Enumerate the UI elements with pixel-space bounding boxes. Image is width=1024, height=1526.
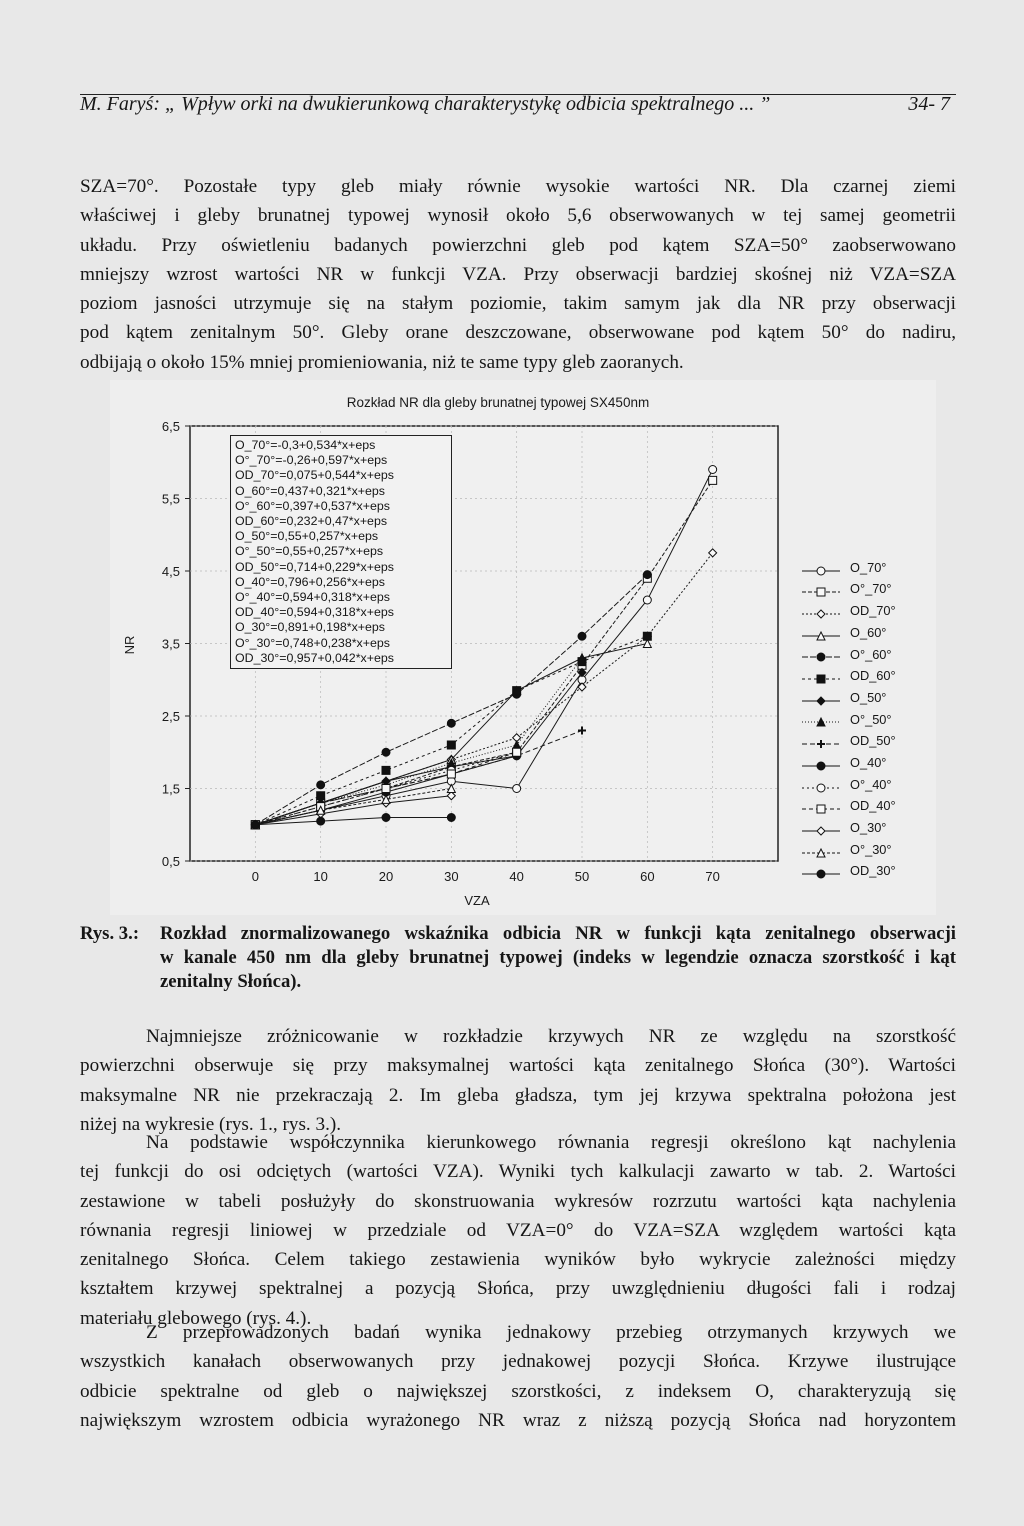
x-tick-label: 10 [313, 869, 328, 884]
legend-marker-icon [800, 844, 842, 856]
legend-swatch [800, 565, 842, 577]
legend-marker-icon [800, 822, 842, 834]
legend-marker-icon [800, 627, 842, 639]
regression-equations-box [230, 435, 452, 669]
data-point [513, 785, 521, 793]
legend-label: OD_30° [850, 863, 896, 879]
data-point [513, 748, 521, 756]
data-point [382, 785, 390, 793]
legend-item [800, 599, 930, 621]
x-tick-label: 0 [251, 869, 259, 884]
legend-point [817, 784, 825, 792]
legend-item [800, 643, 930, 665]
legend-point [817, 697, 825, 705]
y-axis-label: NR [122, 635, 137, 655]
data-point [643, 632, 651, 640]
legend-point [817, 740, 825, 748]
text-line: mniejszy wzrost wartości NR w funkcji VZA. Przy obserwacji bardziej skośnej niż VZA=SZA [80, 263, 956, 285]
data-point [447, 770, 455, 778]
legend-label: O_70° [850, 559, 887, 575]
data-point [317, 817, 325, 825]
text-line: zenitalnego Słońca. Celem takiego zestawienia wyników było wykrycie zależności między [80, 1249, 956, 1271]
x-tick-label: 60 [640, 869, 655, 884]
running-header [80, 92, 956, 115]
data-point [382, 814, 390, 822]
legend-label: O_30° [850, 820, 887, 836]
legend-label: O°_30° [850, 841, 892, 857]
legend-swatch [800, 847, 842, 859]
legend-point [817, 870, 825, 878]
legend-label: OD_50° [850, 733, 896, 749]
data-point [643, 571, 651, 579]
x-tick-label: 50 [574, 869, 590, 884]
legend-label: O°_60° [850, 646, 892, 662]
caption-line: zenitalny Słońca). [160, 971, 302, 992]
legend-marker-icon [800, 865, 842, 877]
regression-equation: O_70°=-0,3+0,534*x+eps [235, 438, 376, 452]
data-point [447, 814, 455, 822]
data-point [643, 596, 651, 604]
regression-equation: OD_30°=0,957+0,042*x+eps [235, 650, 394, 665]
legend-point [817, 567, 825, 575]
legend-swatch [800, 760, 842, 772]
text-line: tej funkcji do osi odciętych (wartości VZA). Wyniki tych kalkulacji zawarto w tab. 2. Wartości [80, 1161, 956, 1183]
figure-3-chart [110, 380, 936, 915]
legend-item [800, 773, 930, 795]
legend-item [800, 686, 930, 708]
caption-line: w kanale 450 nm dla gleby brunatnej typowej (indeks w legendzie oznacza szorstkość i kąt [160, 947, 956, 968]
legend-item [800, 664, 930, 686]
legend-label: O°_40° [850, 776, 892, 792]
legend-point [817, 805, 825, 813]
data-point [513, 687, 521, 695]
regression-equation: O_30°=0,891+0,198*x+eps [235, 620, 385, 635]
text-line: materiału glebowego (rys. 4.). [80, 1307, 312, 1329]
legend-marker-icon [800, 735, 842, 747]
legend-item [800, 816, 930, 838]
chart-title: Rozkład NR dla gleby brunatnej typowej SX450nm [346, 395, 650, 410]
legend-point [817, 827, 825, 835]
regression-equation: O°_30°=0,748+0,238*x+eps [235, 635, 390, 650]
header-citation: M. Faryś: „ Wpływ orki na dwukierunkową charakterystykę odbicia spektralnego ... ” [80, 93, 771, 115]
text-line: maksymalne NR nie przekraczają 2. Im gleba gładsza, tym jej krzywa spektralna położona jest [80, 1084, 956, 1106]
caption-text [160, 922, 956, 994]
x-axis-label: VZA [464, 893, 490, 908]
legend-marker-icon [800, 648, 842, 660]
y-tick-label: 1,5 [161, 781, 180, 797]
regression-equation: O°_40°=0,594+0,318*x+eps [235, 590, 390, 605]
text-line: Z przeprowadzonych badań wynika jednakowy przebieg otrzymanych krzywych we [146, 1322, 956, 1343]
legend-label: OD_70° [850, 603, 896, 619]
y-tick-label: 6,5 [161, 419, 180, 434]
legend-swatch [800, 586, 842, 598]
legend-item [800, 730, 930, 752]
regression-equation: O°_70°=-0,26+0,597*x+eps [235, 453, 388, 468]
legend-swatch [800, 630, 842, 642]
legend-point [817, 675, 825, 683]
legend-label: OD_40° [850, 798, 896, 814]
legend-marker-icon [800, 605, 842, 617]
regression-equation: O°_60°=0,397+0,537*x+eps [235, 498, 390, 513]
data-point [709, 466, 717, 474]
legend-swatch [800, 868, 842, 880]
text-line: powierzchni obserwuje się przy maksymalnej wartości kąta zenitalnego Słońca (30°). Wartości [80, 1055, 956, 1077]
legend-label: OD_60° [850, 668, 896, 684]
legend-label: O_40° [850, 754, 887, 770]
legend-swatch [800, 651, 842, 663]
text-line: kształtem krzywej spektralnej a pozycją Słońca, przy uwzględnieniu długości fali i rodzaj [80, 1278, 956, 1300]
paragraph-2 [80, 1022, 956, 1139]
legend-label: O_60° [850, 624, 887, 640]
legend-marker-icon [800, 779, 842, 791]
x-tick-label: 30 [444, 869, 459, 884]
paragraph-1 [80, 172, 956, 377]
text-line: odbijają o około 15% mniej promieniowania, niż te same typy gleb zaoranych. [80, 351, 684, 373]
legend-marker-icon [800, 713, 842, 725]
text-line: największym wzrostem odbicia wyrażonego NR wraz z niższą pozycją Słońca nad horyzontem [80, 1409, 956, 1431]
y-tick-label: 5,5 [161, 491, 180, 507]
legend-label: O_50° [850, 689, 887, 705]
y-tick-label: 0,5 [161, 854, 180, 869]
legend-item [800, 556, 930, 578]
legend-swatch [800, 695, 842, 707]
legend-item [800, 751, 930, 773]
y-tick-label: 3,5 [161, 636, 180, 652]
text-line: właściwej i gleby brunatnej typowej wynosił około 5,6 obserwowanych w tej samej geometrii [80, 205, 956, 227]
legend-swatch [800, 803, 842, 815]
x-axis-ticks [252, 869, 720, 884]
legend-point [817, 762, 825, 770]
data-point [447, 719, 455, 727]
legend-item [800, 838, 930, 860]
data-point [382, 766, 390, 774]
y-axis-ticks [162, 419, 190, 869]
data-point [578, 632, 586, 640]
regression-equation: O_40°=0,796+0,256*x+eps [235, 574, 385, 589]
regression-equation: OD_50°=0,714+0,229*x+eps [235, 559, 394, 574]
legend-item [800, 578, 930, 600]
text-line: układu. Przy oświetleniu badanych powierzchni gleb pod kątem SZA=50° zaobserwowano [80, 234, 956, 256]
text-line: zestawione w tabeli posłużyły do skonstruowania wykresów rozrzutu wartości kąta nachylenia [80, 1190, 956, 1212]
paragraph-3 [80, 1128, 956, 1333]
legend-label: O°_50° [850, 711, 892, 727]
legend-swatch [800, 738, 842, 750]
caption-line: Rozkład znormalizowanego wskaźnika odbicia NR w funkcji kąta zenitalnego obserwacji [160, 923, 956, 944]
legend-swatch [800, 825, 842, 837]
paragraph-4 [80, 1318, 956, 1435]
legend-marker-icon [800, 800, 842, 812]
text-line: poziom jasności utrzymuje się na stałym poziomie, takim samym jak dla NR przy obserwacji [80, 293, 956, 315]
text-line: SZA=70°. Pozostałe typy gleb miały równie wysokie wartości NR. Dla czarnej ziemi [80, 176, 956, 197]
x-tick-label: 20 [378, 869, 394, 884]
legend-point [817, 653, 825, 661]
regression-equation: O°_50°=0,55+0,257*x+eps [235, 544, 384, 559]
legend-point [817, 588, 825, 596]
text-line: Na podstawie współczynnika kierunkowego równania regresji określono kąt nachylenia [146, 1132, 956, 1153]
legend-item [800, 621, 930, 643]
legend-item [800, 795, 930, 817]
legend-point [817, 610, 825, 618]
regression-equation: O_60°=0,437+0,321*x+eps [235, 483, 385, 498]
text-line: równania regresji liniowej w przedziale od VZA=0° do VZA=SZA względem wartości kąta [80, 1219, 956, 1241]
legend-item [800, 860, 930, 882]
text-line: Najmniejsze zróżnicowanie w rozkładzie krzywych NR ze względu na szorstkość [146, 1026, 956, 1047]
page-number: 34- 7 [908, 93, 950, 115]
x-tick-label: 40 [509, 869, 524, 884]
legend-marker-icon [800, 757, 842, 769]
data-point [382, 748, 390, 756]
regression-equation: OD_70°=0,075+0,544*x+eps [235, 468, 394, 483]
y-tick-label: 4,5 [161, 564, 180, 579]
regression-equation: OD_60°=0,232+0,47*x+eps [235, 514, 388, 529]
data-point [251, 821, 259, 829]
data-point [709, 476, 717, 484]
text-line: wszystkich kanałach obserwowanych przy jednakowej pozycji Słońca. Krzywe ilustrujące [80, 1351, 956, 1373]
text-line: niżej na wykresie (rys. 1., rys. 3.). [80, 1113, 342, 1135]
legend-swatch [800, 673, 842, 685]
caption-label: Rys. 3.: [80, 923, 140, 944]
text-line: odbicie spektralne od gleb o największej szorstkości, z indeksem O, charakteryzują się [80, 1380, 956, 1402]
x-tick-label: 70 [705, 869, 720, 884]
legend-label: O°_70° [850, 581, 892, 597]
legend-swatch [800, 782, 842, 794]
regression-equation: OD_40°=0,594+0,318*x+eps [235, 605, 394, 620]
data-point [317, 781, 325, 789]
text-line: pod kątem zenitalnym 50°. Gleby orane deszczowane, obserwowane pod kątem 50° do nadiru, [80, 322, 956, 344]
legend-marker-icon [800, 692, 842, 704]
legend-swatch [800, 608, 842, 620]
chart-legend [800, 556, 930, 881]
legend-item [800, 708, 930, 730]
legend-marker-icon [800, 562, 842, 574]
y-tick-label: 2,5 [161, 709, 180, 724]
legend-swatch [800, 716, 842, 728]
legend-marker-icon [800, 583, 842, 595]
regression-equation: O_50°=0,55+0,257*x+eps [235, 529, 379, 544]
data-point [447, 741, 455, 749]
legend-marker-icon [800, 670, 842, 682]
